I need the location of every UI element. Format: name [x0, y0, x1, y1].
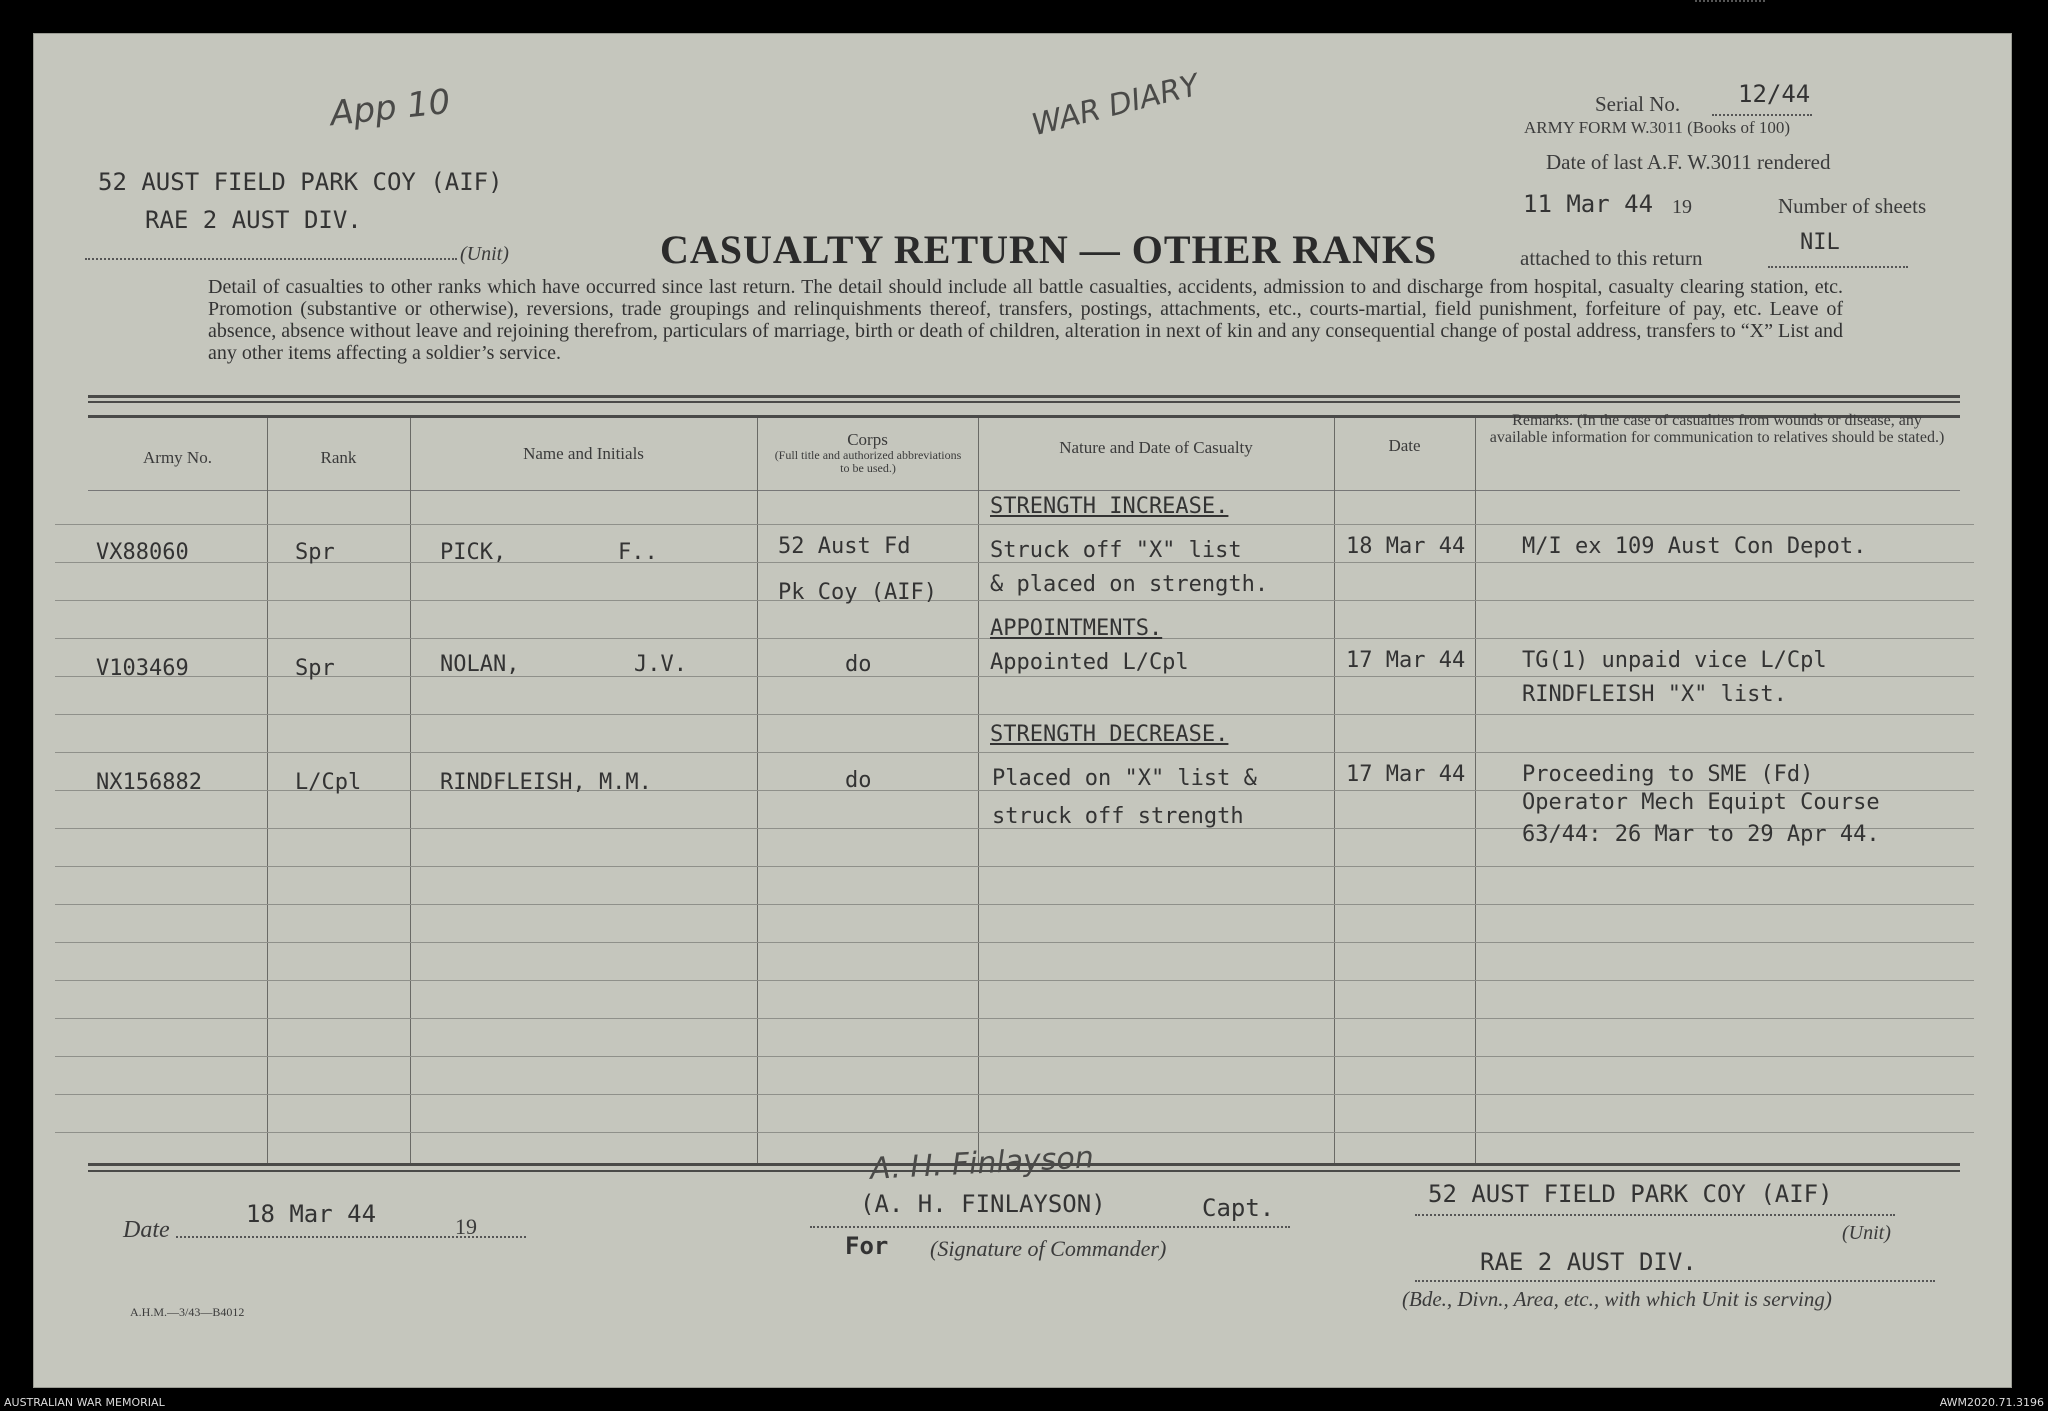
archive-caption-right: AWM2020.71.3196 [1939, 1396, 2044, 1409]
attached-value: NIL [1800, 230, 1840, 255]
footer-division-dotted [1415, 1280, 1935, 1282]
row-rule [55, 752, 1974, 753]
row1-nature-line2: & placed on strength. [990, 572, 1269, 597]
unit-label: (Unit) [460, 243, 509, 265]
footer-unit-dotted [1415, 1214, 1895, 1216]
table-top-rule-2 [88, 401, 1960, 403]
header-army-no: Army No. [143, 448, 212, 467]
section-strength-increase: STRENGTH INCREASE. [990, 494, 1229, 519]
signature-label: (Signature of Commander) [930, 1236, 1167, 1261]
row2-corps-line1: do [845, 652, 872, 677]
signatory-name: (A. H. FINLAYSON) [860, 1190, 1106, 1218]
for-label: For [845, 1232, 889, 1260]
row1-rank: Spr [295, 540, 335, 565]
row-rule [55, 980, 1974, 981]
row3-nature-line2: struck off strength [992, 804, 1244, 829]
footer-serving-label: (Bde., Divn., Area, etc., with which Unit is serving) [1402, 1287, 1832, 1311]
form-print-code: A.H.M.—3/43—B4012 [130, 1305, 245, 1319]
last-rendered-value: 11 Mar 44 [1523, 190, 1654, 218]
section-appointments: APPOINTMENTS. [990, 616, 1163, 641]
instructions-paragraph: Detail of casualties to other ranks which have occurred since last return. The detail should include all battle casualties, accidents, admission to and discharge from hospital, casualty clearing station, etc. Promotion (substantive or otherwise), reversions, trade groupings and relinquishments thereof, transfers, postings, attachments, etc., courts-martial, field punishment, forfeiture of pay, etc. Leave of absence, absence without leave and rejoining therefrom, particulars of marriage, birth or death of children, alteration in next of kin and any consequential change of postal address, transfers to “X” List and any other items affecting a soldier’s service. [208, 276, 1843, 364]
row2-remarks-line2: RINDFLEISH "X" list. [1522, 682, 1787, 707]
army-form-code: ARMY FORM W.3011 (Books of 100) [1524, 118, 1791, 137]
row-rule [55, 942, 1974, 943]
year-dotted-line [1695, 0, 1765, 2]
row1-date: 18 Mar 44 [1346, 534, 1466, 559]
last-rendered-year: 19 [1672, 196, 1692, 218]
row3-nature-line1: Placed on "X" list & [992, 766, 1257, 791]
sheets-label: Number of sheets [1778, 194, 1927, 218]
row1-surname: PICK, [440, 540, 507, 565]
row3-date: 17 Mar 44 [1346, 762, 1466, 787]
row-rule [55, 866, 1974, 867]
row1-corps-line2: Pk Coy (AIF) [778, 580, 937, 605]
commander-signature: A. H. Finlayson [869, 1140, 1095, 1187]
section-strength-decrease: STRENGTH DECREASE. [990, 722, 1229, 747]
footer-unit-label: (Unit) [1842, 1222, 1891, 1244]
row1-nature-line1: Struck off "X" list [990, 538, 1242, 563]
row2-army-no: V103469 [96, 656, 189, 681]
row3-corps-line1: do [845, 768, 872, 793]
row-rule [55, 1132, 1974, 1133]
unit-division: RAE 2 AUST DIV. [145, 206, 362, 234]
serial-dotted-line [1712, 114, 1812, 116]
row3-army-no: NX156882 [96, 770, 202, 795]
header-nature: Nature and Date of Casualty [1059, 438, 1253, 457]
header-name: Name and Initials [523, 444, 644, 463]
serial-label: Serial No. [1595, 92, 1681, 116]
signatory-rank: Capt. [1202, 1194, 1275, 1222]
footer-date-value: 18 Mar 44 [246, 1200, 377, 1228]
table-top-rule [88, 395, 1960, 398]
row1-initials: F.. [618, 540, 658, 565]
archive-caption-left: AUSTRALIAN WAR MEMORIAL [4, 1396, 165, 1409]
row1-corps-line1: 52 Aust Fd [778, 534, 911, 559]
row3-remarks-line1: Proceeding to SME (Fd) [1522, 762, 1814, 787]
row2-surname: NOLAN, [440, 652, 520, 677]
row2-nature-line1: Appointed L/Cpl [990, 650, 1189, 675]
last-rendered-label: Date of last A.F. W.3011 rendered [1546, 150, 1831, 174]
header-corps: Corps [847, 430, 888, 449]
row3-rank: L/Cpl [295, 770, 362, 795]
row2-date: 17 Mar 44 [1346, 648, 1466, 673]
handwritten-app-note: App 10 [328, 81, 453, 135]
row1-remarks-line1: M/I ex 109 Aust Con Depot. [1522, 534, 1867, 559]
row2-remarks-line1: TG(1) unpaid vice L/Cpl [1522, 648, 1827, 673]
row3-remarks-line3: 63/44: 26 Mar to 29 Apr 44. [1522, 822, 1880, 847]
unit-dotted-line [85, 258, 457, 260]
attached-dotted-line [1768, 266, 1908, 268]
footer-unit-name: 52 AUST FIELD PARK COY (AIF) [1428, 1180, 1833, 1208]
footer-date-label: Date [123, 1217, 170, 1243]
footer-year-prefix: 19 [455, 1214, 477, 1239]
header-date: Date [1388, 436, 1421, 455]
row3-remarks-line2: Operator Mech Equipt Course [1522, 790, 1880, 815]
header-remarks: Remarks. (In the case of casualties from wounds or disease, any available information for communication to relatives should be stated.) [1489, 412, 1945, 446]
form-title: CASUALTY RETURN — OTHER RANKS [660, 227, 1438, 272]
row-rule [55, 1056, 1974, 1057]
unit-name: 52 AUST FIELD PARK COY (AIF) [98, 168, 503, 196]
header-corps-note: (Full title and authorized abbreviations to be used.) [774, 448, 962, 475]
serial-value: 12/44 [1738, 80, 1811, 108]
header-rank: Rank [320, 448, 357, 467]
header-bottom-rule [88, 490, 1960, 491]
row-rule [55, 714, 1974, 715]
signature-dotted-line [810, 1226, 1290, 1228]
row-rule [55, 1018, 1974, 1019]
row2-rank: Spr [295, 656, 335, 681]
row-rule [55, 676, 1974, 677]
footer-division: RAE 2 AUST DIV. [1480, 1248, 1697, 1276]
row1-army-no: VX88060 [96, 540, 189, 565]
row-rule [55, 1094, 1974, 1095]
attached-label: attached to this return [1520, 246, 1703, 270]
row-rule [55, 904, 1974, 905]
row-rule [55, 600, 1974, 601]
row3-surname: RINDFLEISH, M.M. [440, 770, 652, 795]
row2-initials: J.V. [634, 652, 687, 677]
handwritten-war-diary-note: WAR DIARY [1028, 67, 1203, 144]
row-rule [55, 524, 1974, 525]
